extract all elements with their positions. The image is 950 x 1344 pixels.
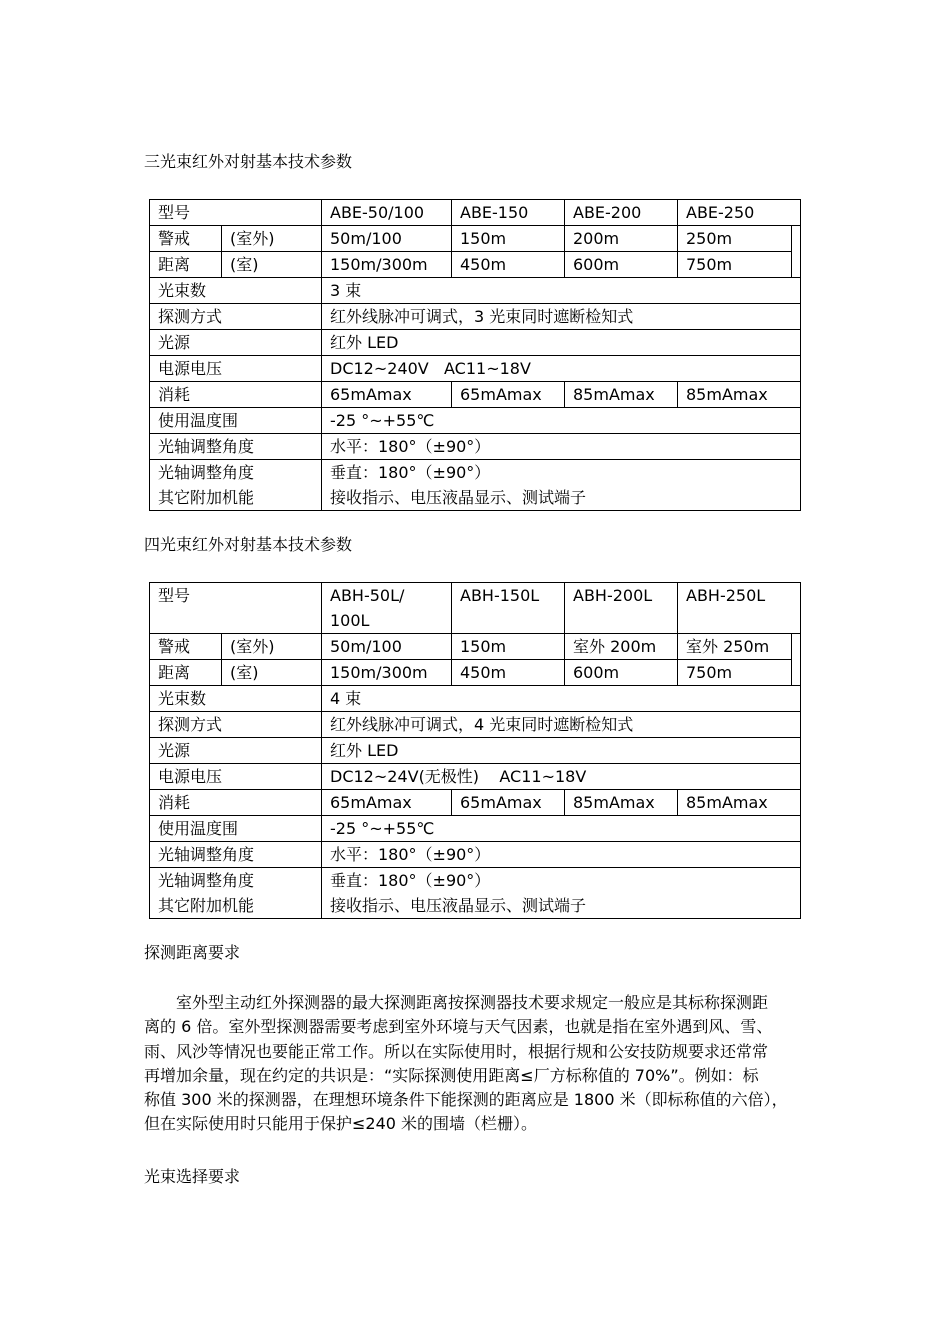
label-consumption: 消耗 (150, 382, 322, 408)
label-distance: 距离 (150, 252, 222, 278)
cell-outdoor: 150m (452, 226, 565, 252)
cell-indoor: 750m (678, 252, 792, 278)
cell-indoor: 450m (452, 660, 565, 686)
label-power: 电源电压 (150, 356, 322, 382)
cell-consumption: 85mAmax (678, 790, 801, 816)
cell-consumption: 85mAmax (565, 382, 678, 408)
cell-angle: 垂直：180°（±90°） (330, 463, 491, 482)
cell-light-source: 红外 LED (322, 330, 801, 356)
label-model: 型号 (150, 200, 322, 226)
cell-model: ABH-200L (565, 583, 678, 634)
cell-model: ABE-50/100 (322, 200, 452, 226)
label-outdoor: (室外) (222, 634, 322, 660)
cell-outdoor: 室外 250m (678, 634, 792, 660)
section-heading-beam-selection: 光束选择要求 (144, 1167, 241, 1186)
paragraph-line: 雨、风沙等情况也要能正常工作。所以在实际使用时，根据行规和公安技防规要求还常常 (144, 1041, 769, 1061)
cell-power: DC12~240V AC11~18V (322, 356, 801, 382)
label-outdoor: (室外) (222, 226, 322, 252)
label-beams: 光束数 (150, 278, 322, 304)
cell-outdoor: 室外 200m (565, 634, 678, 660)
label-angle-extra (150, 460, 322, 511)
paragraph-text: 室外型主动红外探测器的最大探测距离按探测器技术要求规定一般应是其标称探测距 (176, 993, 769, 1012)
cell-indoor: 750m (678, 660, 792, 686)
table-edge-cell (792, 634, 801, 660)
cell-indoor: 600m (565, 252, 678, 278)
cell-power: DC12~24V(无极性) AC11~18V (322, 764, 801, 790)
label-distance: 距离 (150, 660, 222, 686)
label-extra: 其它附加机能 (158, 896, 255, 915)
label-method: 探测方式 (150, 304, 322, 330)
cell-angle: 水平：180°（±90°） (322, 842, 801, 868)
model-line: 100L (330, 611, 370, 630)
label-indoor: (室) (222, 660, 322, 686)
cell-temperature: -25 °~+55℃ (322, 816, 801, 842)
cell-angle-extra (322, 460, 801, 511)
label-angle: 光轴调整角度 (150, 842, 322, 868)
label-light-source: 光源 (150, 738, 322, 764)
cell-outdoor: 250m (678, 226, 792, 252)
paragraph-line (144, 991, 816, 1015)
label-indoor: (室) (222, 252, 322, 278)
table-edge-cell (792, 226, 801, 252)
cell-extra: 接收指示、电压液晶显示、测试端子 (330, 488, 587, 507)
cell-model: ABE-200 (565, 200, 678, 226)
cell-light-source: 红外 LED (322, 738, 801, 764)
label-angle-extra (150, 868, 322, 919)
paragraph-line: 离的 6 倍。室外型探测器需要考虑到室外环境与天气因素，也就是指在室外遇到风、雪、 (144, 1017, 773, 1037)
four-beam-spec-table (149, 582, 801, 919)
label-extra: 其它附加机能 (158, 488, 255, 507)
cell-outdoor: 50m/100 (322, 226, 452, 252)
three-beam-spec-table (149, 199, 801, 511)
cell-method: 红外线脉冲可调式，4 光束同时遮断检知式 (322, 712, 801, 738)
cell-consumption: 65mAmax (322, 790, 452, 816)
label-beams: 光束数 (150, 686, 322, 712)
cell-outdoor: 150m (452, 634, 565, 660)
cell-indoor: 150m/300m (322, 660, 452, 686)
label-temperature: 使用温度围 (150, 816, 322, 842)
section-heading-four-beam: 四光束红外对射基本技术参数 (144, 535, 353, 554)
table-edge-cell (792, 252, 801, 278)
section-heading-detection-distance: 探测距离要求 (144, 943, 241, 962)
cell-model: ABE-150 (452, 200, 565, 226)
cell-method: 红外线脉冲可调式，3 光束同时遮断检知式 (322, 304, 801, 330)
label-angle: 光轴调整角度 (158, 463, 255, 482)
cell-beams: 4 束 (322, 686, 801, 712)
cell-consumption: 85mAmax (678, 382, 801, 408)
cell-angle: 垂直：180°（±90°） (330, 871, 491, 890)
label-consumption: 消耗 (150, 790, 322, 816)
label-method: 探测方式 (150, 712, 322, 738)
cell-model: ABE-250 (678, 200, 801, 226)
label-angle: 光轴调整角度 (150, 434, 322, 460)
cell-angle: 水平：180°（±90°） (322, 434, 801, 460)
detection-distance-paragraph (144, 991, 816, 1137)
cell-consumption: 65mAmax (452, 382, 565, 408)
label-model: 型号 (150, 583, 322, 634)
paragraph-line: 再增加余量，现在约定的共识是：“实际探测使用距离≤厂方标称值的 70%”。例如：标 (144, 1065, 759, 1085)
label-distance: 警戒 (150, 226, 222, 252)
cell-indoor: 450m (452, 252, 565, 278)
cell-angle-extra (322, 868, 801, 919)
cell-consumption: 65mAmax (452, 790, 565, 816)
cell-temperature: -25 °~+55℃ (322, 408, 801, 434)
table-edge-cell (792, 660, 801, 686)
cell-model: ABH-150L (452, 583, 565, 634)
cell-outdoor: 50m/100 (322, 634, 452, 660)
label-temperature: 使用温度围 (150, 408, 322, 434)
cell-indoor: 600m (565, 660, 678, 686)
label-light-source: 光源 (150, 330, 322, 356)
label-distance: 警戒 (150, 634, 222, 660)
cell-outdoor: 200m (565, 226, 678, 252)
paragraph-line: 但在实际使用时只能用于保护≤240 米的围墙（栏栅）。 (144, 1114, 538, 1134)
cell-model: ABH-250L (678, 583, 801, 634)
cell-indoor: 150m/300m (322, 252, 452, 278)
cell-consumption: 65mAmax (322, 382, 452, 408)
model-line: ABH-50L/ (330, 586, 405, 605)
cell-model (322, 583, 452, 634)
cell-extra: 接收指示、电压液晶显示、测试端子 (330, 896, 587, 915)
cell-beams: 3 束 (322, 278, 801, 304)
section-heading-three-beam: 三光束红外对射基本技术参数 (144, 152, 353, 171)
cell-consumption: 85mAmax (565, 790, 678, 816)
label-angle: 光轴调整角度 (158, 871, 255, 890)
paragraph-line: 称值 300 米的探测器，在理想环境条件下能探测的距离应是 1800 米（即标称值的六倍）， (144, 1090, 788, 1110)
label-power: 电源电压 (150, 764, 322, 790)
